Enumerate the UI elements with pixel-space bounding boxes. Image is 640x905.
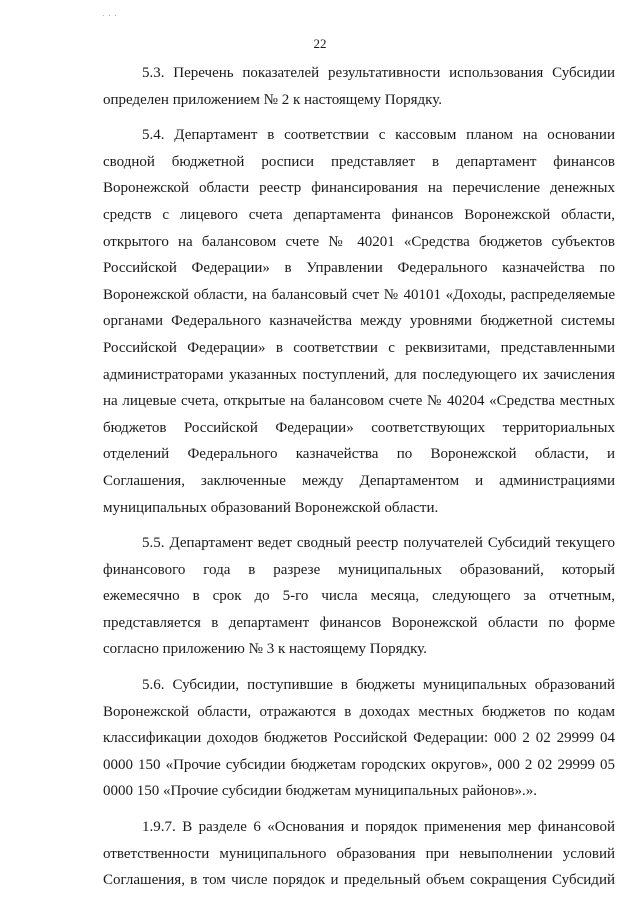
text-line: представляется в департамент финансов Воронежской области по форме	[103, 614, 615, 631]
text-line: Российской Федерации» в соответствии с реквизитами, представленными	[103, 339, 615, 356]
text-line: ответственности муниципального образования при невыполнении условий	[103, 845, 615, 862]
text-line: отделений Федерального казначейства по Воронежской области, и	[103, 446, 615, 463]
text-line: Воронежской области реестр финансирования на перечисление денежных	[103, 180, 615, 197]
text-line: ежемесячно в срок до 5-го числа месяца, следующего за отчетным,	[103, 588, 615, 605]
scan-corner-mark: · · ·	[102, 12, 118, 20]
text-line: средств с лицевого счета департамента финансов Воронежской области,	[103, 206, 615, 223]
text-line: Российской Федерации» в Управлении Федерального казначейства по	[103, 260, 615, 277]
text-line: согласно приложению № 3 к настоящему Порядку.	[103, 641, 427, 658]
text-line: Воронежской области, на балансовый счет № 40101 «Доходы, распределяемые	[103, 286, 615, 303]
text-line: 5.4. Департамент в соответствии с кассовым планом на основании	[142, 127, 615, 144]
page-number: 22	[313, 36, 327, 51]
text-line: администраторами указанных поступлений, для последующего их зачисления	[103, 366, 615, 383]
document-body	[103, 60, 615, 903]
text-line: 0000 150 «Прочие субсидии бюджетам городских округов», 000 2 02 29999 05	[103, 756, 615, 773]
paragraph-1-9-7	[103, 814, 615, 894]
text-line: 5.3. Перечень показателей результативности использования Субсидии	[142, 65, 615, 81]
text-line: 5.5. Департамент ведет сводный реестр получателей Субсидий текущего	[142, 535, 615, 552]
text-line: открытого на балансовом счете № 40201 «Средства бюджетов субъектов	[103, 233, 615, 250]
text-line: на лицевые счета, открытые на балансовом счете № 40204 «Средства местных	[103, 393, 615, 410]
paragraph-5-5	[103, 530, 615, 663]
paragraph-5-4	[103, 122, 615, 521]
text-line: 0000 150 «Прочие субсидии бюджетам муниципальных районов».».	[103, 783, 538, 800]
paragraph-5-6	[103, 672, 615, 805]
paragraph-5-3	[103, 60, 615, 113]
text-line: органами Федерального казначейства между уровнями бюджетной системы	[103, 313, 615, 330]
text-line: сводной бюджетной росписи представляет в департамент финансов	[103, 153, 615, 170]
text-line: Воронежской области, отражаются в доходах местных бюджетов по кодам	[103, 703, 615, 720]
text-line: муниципальных образований Воронежской области.	[103, 499, 439, 516]
text-line: Соглашения, заключенные между Департаментом и администрациями	[103, 472, 615, 489]
text-line: 1.9.7. В разделе 6 «Основания и порядок применения мер финансовой	[142, 819, 615, 836]
text-line: финансового года в разрезе муниципальных образований, который	[103, 561, 615, 578]
text-line: классификации доходов бюджетов Российской Федерации: 000 2 02 29999 04	[103, 730, 615, 747]
text-line: 5.6. Субсидии, поступившие в бюджеты муниципальных образований	[142, 677, 615, 694]
text-line: бюджетов Российской Федерации» соответствующих территориальных	[103, 419, 615, 436]
text-line: определен приложением № 2 к настоящему Порядку.	[103, 91, 442, 108]
text-line: Соглашения, в том числе порядок и предельный объем сокращения Субсидий	[103, 872, 615, 889]
